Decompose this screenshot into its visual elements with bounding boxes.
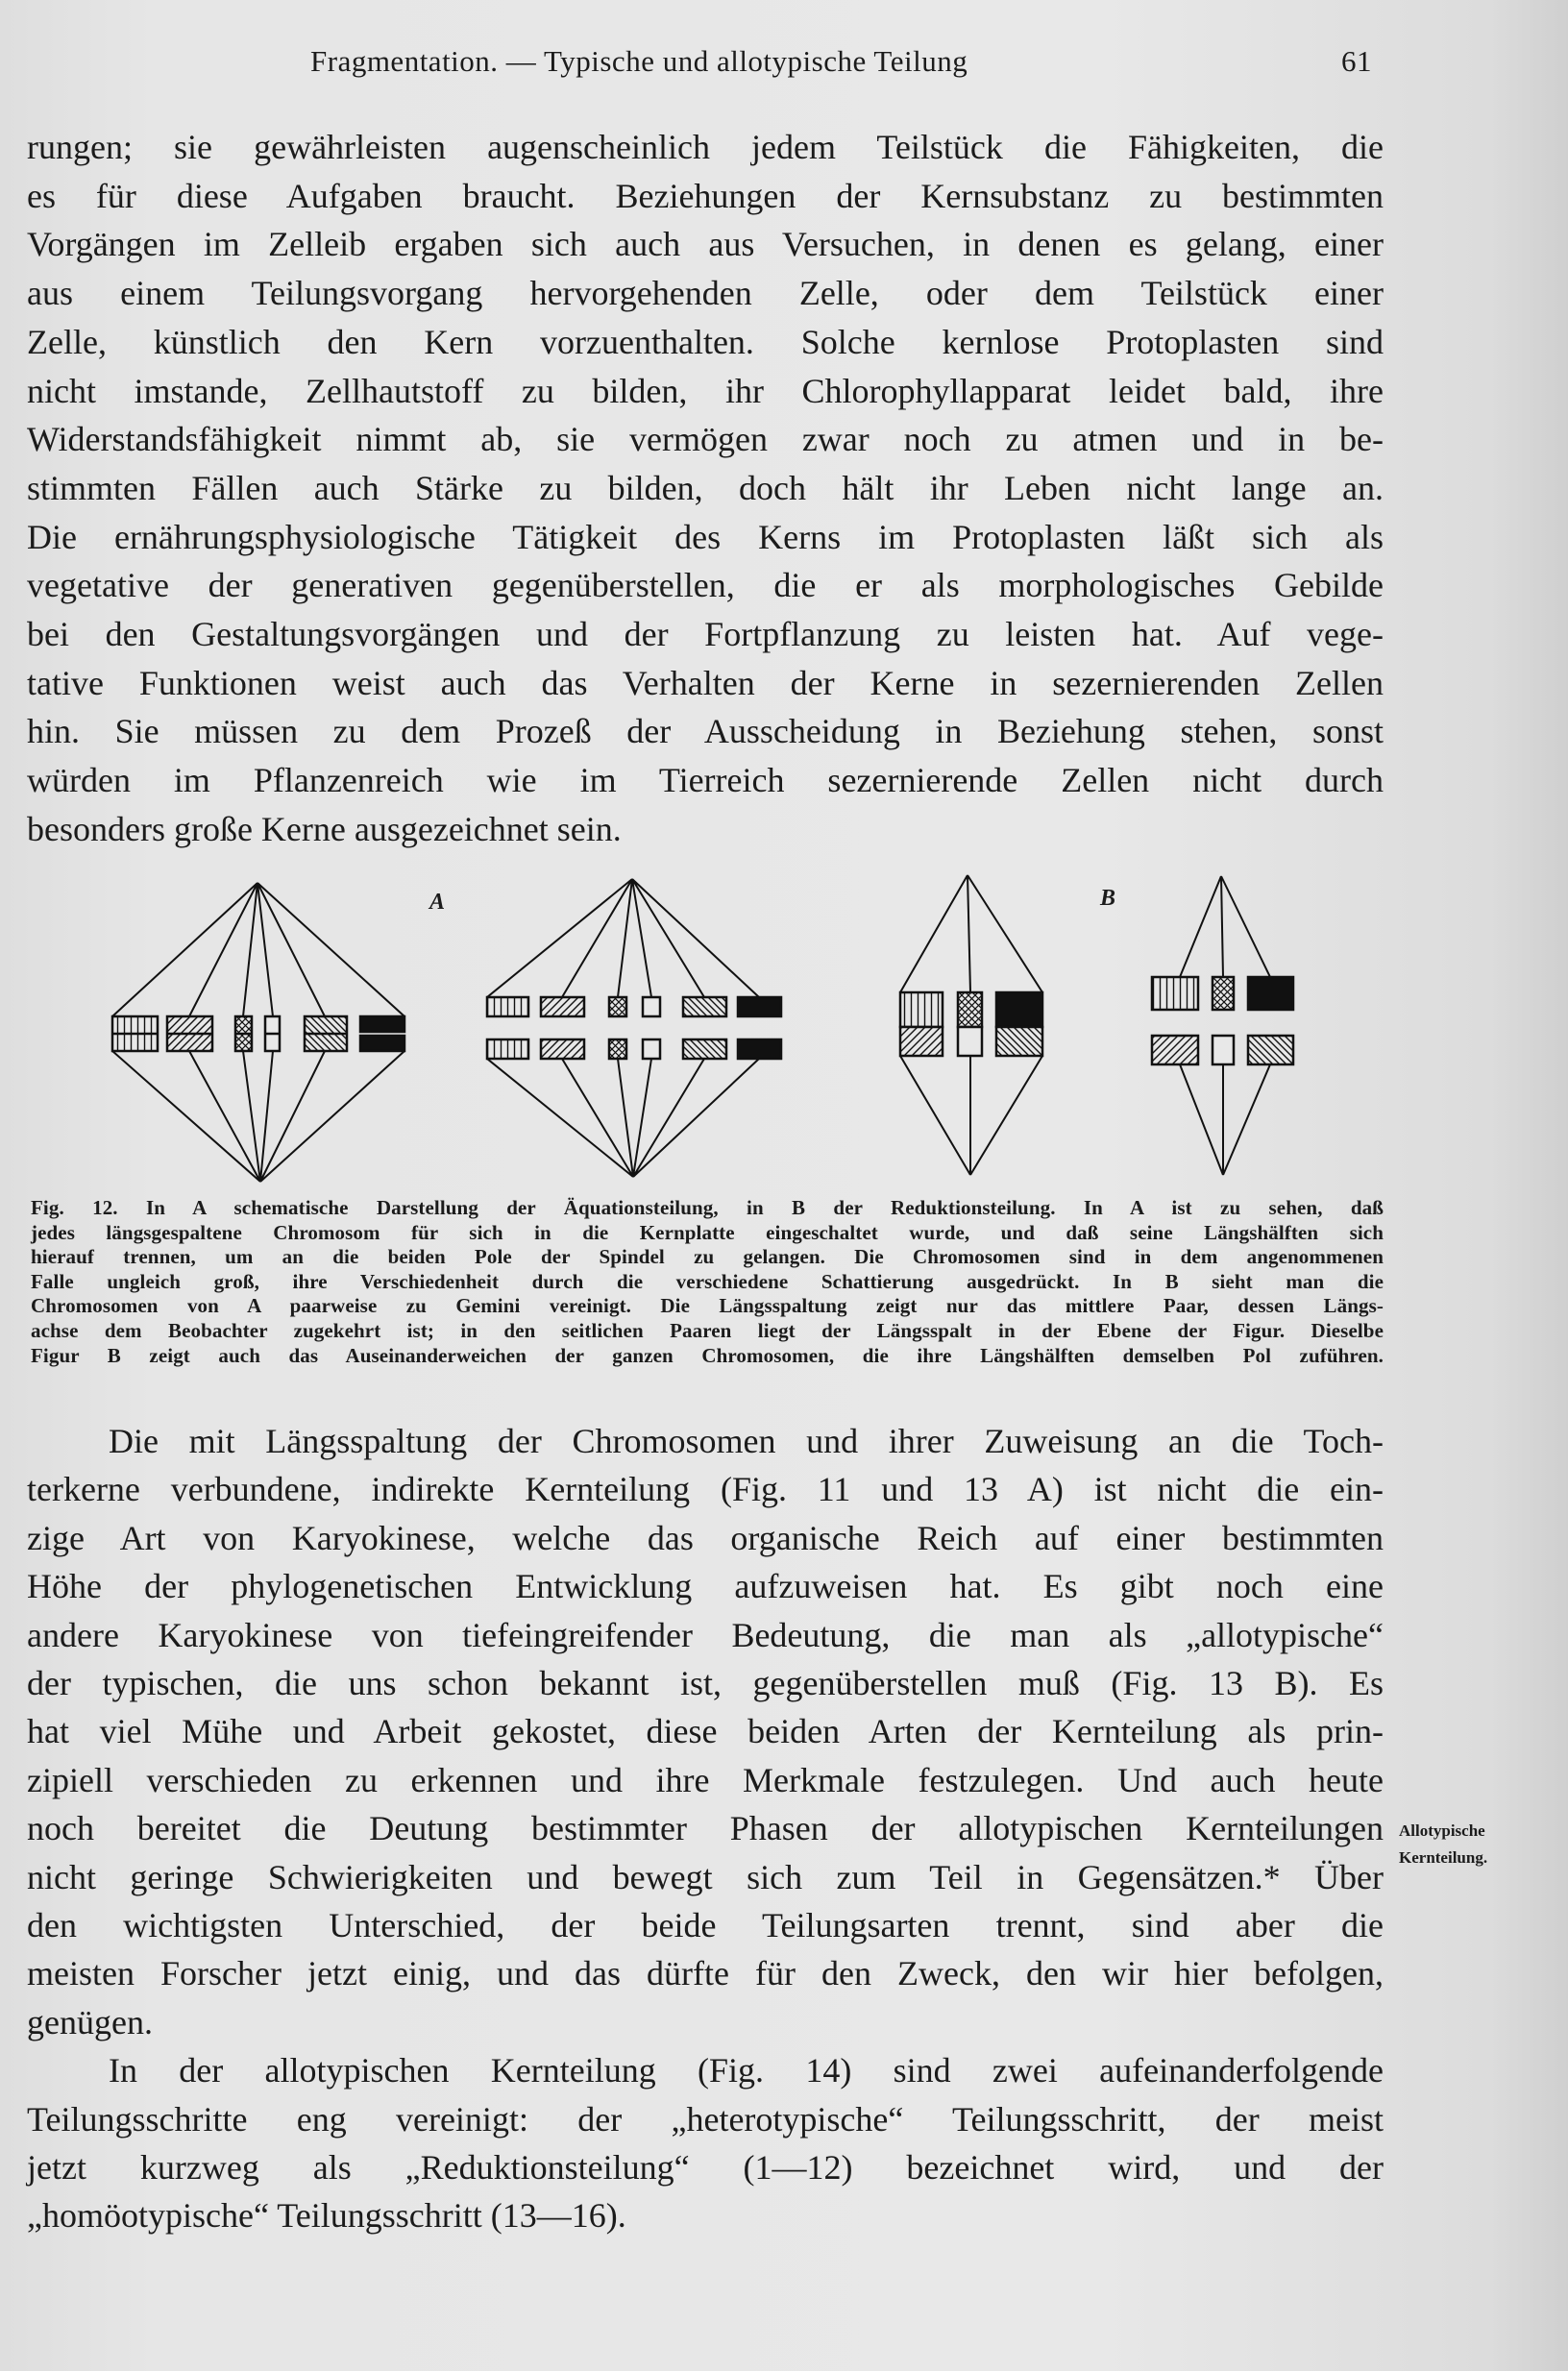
text-line: zipiell verschieden zu erkennen und ihre Merkmale festzulegen. Und auch heute [27, 1760, 1384, 1799]
text-line: stimmten Fällen auch Stärke zu bilden, doch hält ihr Leben nicht lange an. [27, 468, 1384, 507]
text-line: den wichtigsten Unterschied, der beide Teilungsarten trennt, sind aber die [27, 1906, 1384, 1944]
text-line: jetzt kurzweg als „Reduktionsteilung“ (1—12) bezeichnet wird, und der [27, 2148, 1384, 2187]
text-line: tative Funktionen weist auch das Verhalten der Kerne in sezernierenden Zellen [27, 663, 1384, 702]
text-line: würden im Pflanzenreich wie im Tierreich sezernierende Zellen nicht durch [27, 761, 1384, 800]
text-line: Vorgängen im Zelleib ergaben sich auch aus Versuchen, in denen es gelang, einer [27, 225, 1384, 264]
figure-label-a: A [429, 890, 446, 915]
text-line: es für diese Aufgaben braucht. Beziehungen der Kernsubstanz zu bestimmten [27, 176, 1384, 215]
text-line: bei den Gestaltungsvorgängen und der Fortpflanzung zu leisten hat. Auf vege- [27, 615, 1384, 653]
text-line: vegetative der generativen gegenüberstellen, die er als morphologisches Gebilde [27, 566, 1384, 605]
text-line: rungen; sie gewährleisten augenscheinlich jedem Teilstück die Fähigkeiten, die [27, 128, 1384, 166]
text-line: genügen. [27, 2002, 153, 2041]
text-line: nicht geringe Schwierigkeiten und bewegt sich zum Teil in Gegensätzen.* Über [27, 1857, 1384, 1896]
text-line: „homöotypische“ Teilungsschritt (13—16). [27, 2196, 626, 2236]
caption-line: achse dem Beobachter zugekehrt ist; in den seitlichen Paaren liegt der Längsspalt in der Ebene der Figur. Dieselbe [31, 1319, 1384, 1342]
caption-line: hierauf trennen, um an die beiden Pole der Spindel zu gelangen. Die Chromosomen sind in dem angenommenen [31, 1245, 1384, 1269]
text-line: der typischen, die uns schon bekannt ist, gegenüberstellen muß (Fig. 13 B). Es [27, 1664, 1384, 1702]
text-line: Die ernährungsphysiologische Tätigkeit des Kerns im Protoplasten läßt sich als [27, 517, 1384, 556]
text-line: andere Karyokinese von tiefeingreifender Bedeutung, die man als „allotypische“ [27, 1615, 1384, 1654]
text-line: meisten Forscher jetzt einig, und das dürfte für den Zweck, den wir hier befolgen, [27, 1954, 1384, 1993]
text-line: besonders große Kerne ausgezeichnet sein. [27, 809, 622, 848]
text-line: nicht imstande, Zellhautstoff zu bilden, ihr Chlorophyllapparat leidet bald, ihre [27, 371, 1384, 410]
caption-line: Figur B zeigt auch das Auseinanderweichen der ganzen Chromosomen, die ihre Längshälften demselben Pol zuführen. [31, 1343, 1384, 1367]
spindle-a-anaphase [487, 879, 759, 1177]
margin-note-line: Kernteilung. [1399, 1848, 1488, 1867]
caption-line: Fig. 12. In A schematische Darstellung der Äquationsteilung, in B der Reduktionsteilung. In A ist zu sehen, daß [31, 1196, 1384, 1219]
chromosomes-b-metaphase [900, 992, 1042, 1056]
caption-line: Chromosomen von A paarweise zu Gemini vereinigt. Die Längsspaltung zeigt nur das mittlere Paar, dessen Längs- [31, 1294, 1384, 1318]
text-line: hin. Sie müssen zu dem Prozeß der Ausscheidung in Beziehung stehen, sonst [27, 712, 1384, 751]
spindle-b-anaphase [1180, 876, 1270, 1175]
text-line: Höhe der phylogenetischen Entwicklung aufzuweisen hat. Es gibt noch eine [27, 1567, 1384, 1606]
caption-line: Falle ungleich groß, ihre Verschiedenheit durch die verschiedene Schattierung ausgedrückt. In B sieht man die [31, 1269, 1384, 1293]
chromosomes-a-metaphase [112, 1016, 404, 1051]
chromosomes-a-anaphase [487, 997, 781, 1059]
margin-note-line: Allotypische [1399, 1821, 1485, 1840]
text-line: Widerstandsfähigkeit nimmt ab, sie vermögen zwar noch zu atmen und in be- [27, 420, 1384, 459]
text-line: Zelle, künstlich den Kern vorzuenthalten. Solche kernlose Protoplasten sind [27, 322, 1384, 361]
text-line: terkerne verbundene, indirekte Kernteilung (Fig. 11 und 13 A) ist nicht die ein- [27, 1470, 1384, 1509]
text-line: noch bereitet die Deutung bestimmter Phasen der allotypischen Kernteilungen [27, 1809, 1384, 1848]
text-line: Teilungsschritte eng vereinigt: der „heterotypische“ Teilungsschritt, der meist [27, 2099, 1384, 2139]
page-number: 61 [1341, 44, 1372, 78]
figure-label-b: B [1100, 886, 1116, 911]
text-line: hat viel Mühe und Arbeit gekostet, diese beiden Arten der Kernteilung als prin- [27, 1712, 1384, 1751]
caption-line: jedes längsgespaltene Chromosom für sich in die Kernplatte eingeschaltet wurde, und daß seine Längshälften sich [31, 1220, 1384, 1244]
text-line: aus einem Teilungsvorgang hervorgehenden Zelle, oder dem Teilstück einer [27, 274, 1384, 313]
text-line: zige Art von Karyokinese, welche das organische Reich auf einer bestimmten [27, 1518, 1384, 1557]
text-line: In der allotypischen Kernteilung (Fig. 14) sind zwei aufeinanderfolgende [109, 2051, 1384, 2090]
text-line: Die mit Längsspaltung der Chromosomen und ihrer Zuweisung an die Toch- [109, 1422, 1384, 1460]
chromosomes-b-anaphase [1152, 977, 1293, 1064]
running-header: Fragmentation. — Typische und allotypische Teilung [310, 44, 968, 78]
